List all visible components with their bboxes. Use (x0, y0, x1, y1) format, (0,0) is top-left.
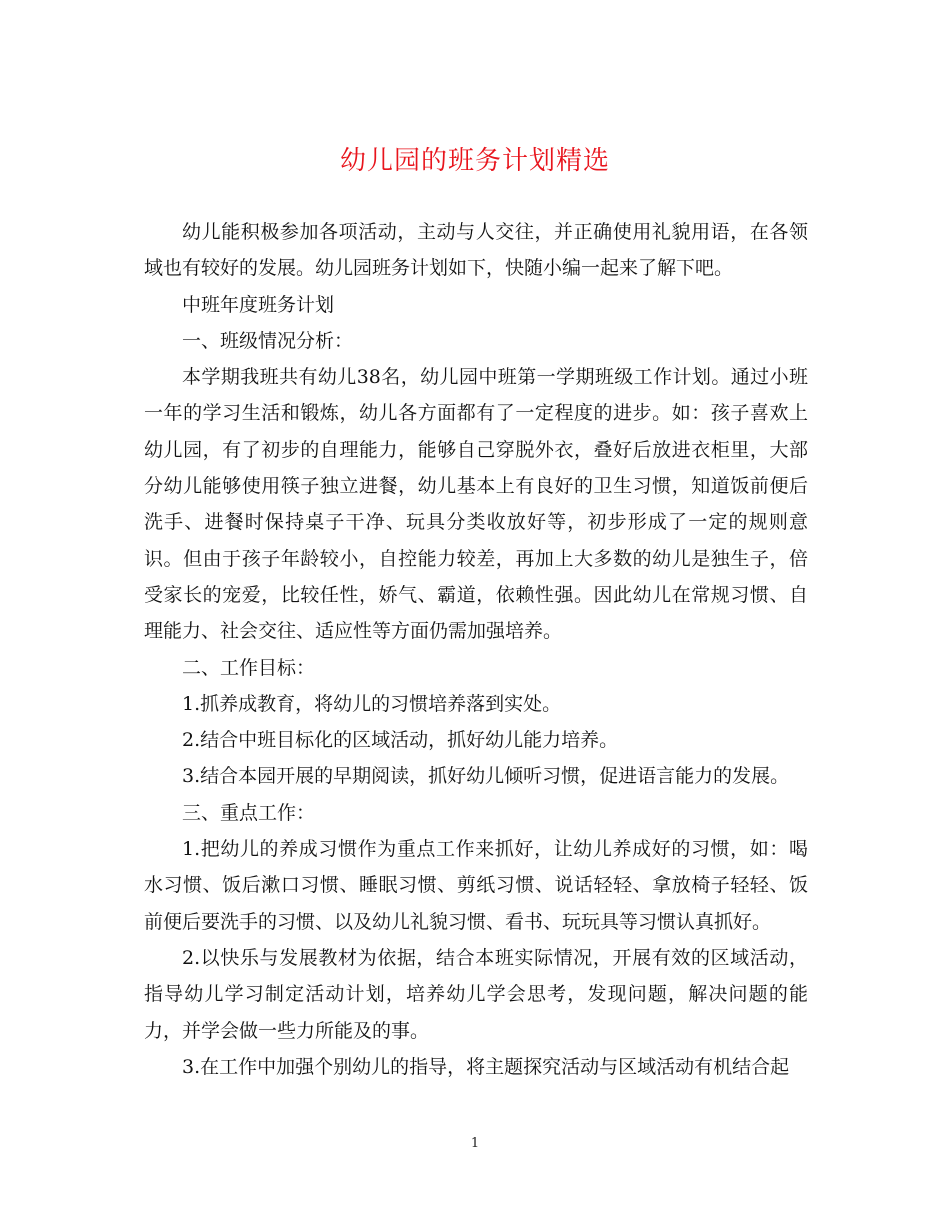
key-work-item-2: 2.以快乐与发展教材为依据，结合本班实际情况，开展有效的区域活动，指导幼儿学习制定活动计划，培养幼儿学会思考，发现问题，解决问题的能力，并学会做一些力所能及的事。 (144, 946, 808, 1042)
key-work-item-3: 3.在工作中加强个别幼儿的指导，将主题探究活动与区域活动有机结合起 (182, 1055, 790, 1078)
page-number: 1 (470, 1136, 480, 1151)
document-title: 幼儿园的班务计划精选 (339, 146, 610, 176)
document-body (144, 214, 808, 1085)
goal-item-2: 2.结合中班目标化的区域活动，抓好幼儿能力培养。 (182, 729, 619, 752)
section-heading-plan: 中班年度班务计划 (182, 293, 335, 316)
intro-paragraph: 幼儿能积极参加各项活动，主动与人交往，并正确使用礼貌用语，在各领域也有较好的发展。幼儿园班务计划如下，快随小编一起来了解下吧。 (144, 221, 808, 280)
section-heading-goals: 二、工作目标： (182, 656, 316, 679)
goal-item-3: 3.结合本园开展的早期阅读，抓好幼儿倾听习惯，促进语言能力的发展。 (182, 765, 790, 788)
class-analysis-paragraph: 本学期我班共有幼儿38名，幼儿园中班第一学期班级工作计划。通过小班一年的学习生活和锻炼，幼儿各方面都有了一定程度的进步。如：孩子喜欢上幼儿园，有了初步的自理能力，能够自己穿脱外衣，叠好后放进衣柜里，大部分幼儿能够使用筷子独立进餐，幼儿基本上有良好的卫生习惯，知道饭前便后洗手、进餐时保持桌子干净、玩具分类收放好等，初步形成了一定的规则意识。但由于孩子年龄较小，自控能力较差，再加上大多数的幼儿是独生子，倍受家长的宠爱，比较任性，娇气、霸道，依赖性强。因此幼儿在常规习惯、自理能力、社会交往、适应性等方面仍需加强培养。 (144, 366, 808, 643)
goal-item-1: 1.抓养成教育，将幼儿的习惯培养落到实处。 (182, 692, 562, 715)
section-heading-class-analysis: 一、班级情况分析： (182, 329, 354, 352)
section-heading-key-work: 三、重点工作： (182, 801, 316, 824)
key-work-item-1: 1.把幼儿的养成习惯作为重点工作来抓好，让幼儿养成好的习惯，如：喝水习惯、饭后漱口习惯、睡眠习惯、剪纸习惯、说话轻轻、拿放椅子轻轻、饭前便后要洗手的习惯、以及幼儿礼貌习惯、看书、玩玩具等习惯认真抓好。 (144, 838, 808, 933)
